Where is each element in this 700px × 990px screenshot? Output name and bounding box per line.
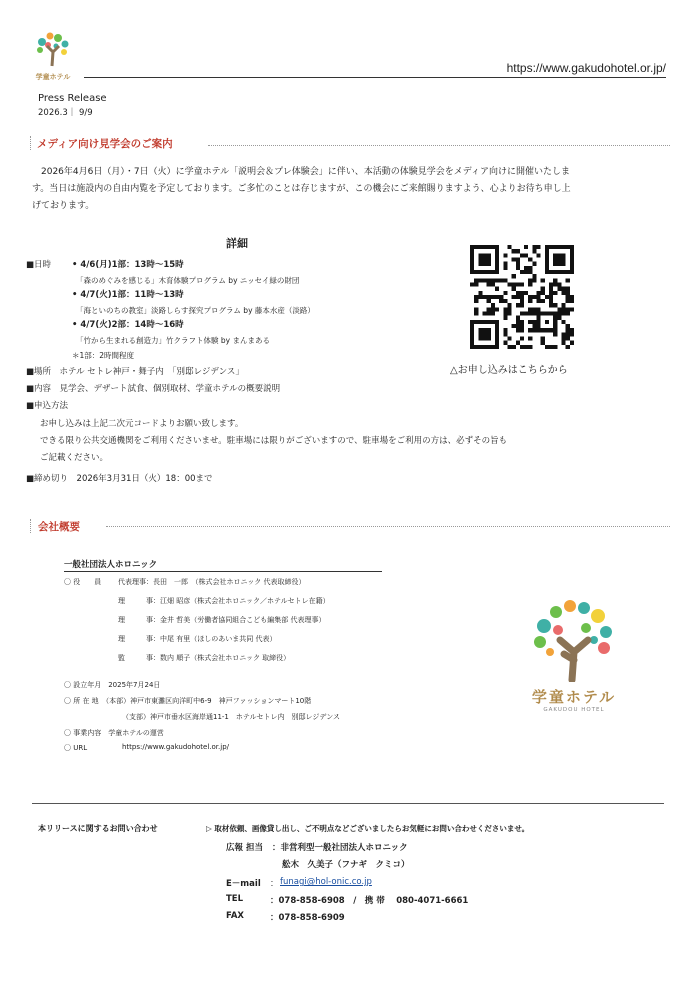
officer-row (118, 653, 330, 672)
intro-text (32, 164, 672, 215)
session-time: • 4/6(月)1部：13時～15時 (72, 260, 184, 270)
brand-logo-large (526, 596, 622, 716)
fax-label: FAX (226, 911, 244, 921)
section-title-media: メディア向け見学会のご案内 (37, 138, 173, 150)
deadline-line: ■締め切り 2026年3月31日（火）18：00まで (26, 474, 213, 484)
apply-line: ご記載ください。 (40, 453, 109, 463)
qr-caption: △お申し込みはこちらから (450, 365, 568, 376)
session-desc: 「竹から生まれる創造力」竹クラフト体験 by まんまある (76, 336, 270, 345)
content-line: ■内容 見学会、デザート試食、個別取材、学童ホテルの概要説明 (26, 384, 281, 394)
brand-logo (28, 28, 78, 80)
session-desc: 「森のめぐみを感じる」木育体験プログラム by ニッセイ緑の財団 (76, 276, 300, 285)
section-title-company: 会社概要 (38, 521, 80, 533)
contact-org: ：非営利型一般社団法人ホロニック (272, 843, 408, 853)
section-marker (30, 519, 32, 533)
logo-subtext: GAKUDOU HOTEL (543, 707, 605, 713)
email-label: E－mail (226, 879, 261, 889)
tel-label: TEL (226, 894, 244, 904)
contact-tel: ：078-858-6908 / 携 帯 080-4071-6661 (270, 896, 469, 906)
section-divider (208, 145, 670, 146)
email-colon: ： (270, 879, 279, 889)
session-desc: 「海といのちの教室」淡路しらす探究プログラム by 藤本水産（淡路） (76, 306, 315, 315)
session-note: ＊1部：2時間程度 (72, 351, 135, 360)
apply-label: ■申込方法 (26, 401, 69, 411)
intro-line: 2026年4月6日（月）・7日（火）に学童ホテル「説明会＆プレ体験会」に伴い、本活動の体験見学会をメディア向けに開催いたしま (41, 167, 571, 177)
tree-logo-icon (28, 28, 78, 68)
officer-row (118, 634, 330, 653)
officer-detail: ：金井 哲美（労働者協同組合こども編集部 代表理事） (153, 616, 326, 624)
contact-email[interactable]: funagi@hol-onic.co.jp (280, 877, 372, 887)
session-time: • 4/7(火)1部：11時～13時 (72, 290, 184, 300)
url-label: 〇 URL (64, 744, 88, 752)
apply-line: できる限り公共交通機関をご利用くださいませ。駐車場には限りがございますので、駐車場をご利用の方は、必ずその旨も (40, 436, 508, 446)
qr-code-icon[interactable] (470, 245, 574, 349)
place-line: ■場所 ホテル セトレ神戸・舞子内 「別邸レジデンス」 (26, 367, 244, 377)
officer-role: 理 事 (118, 635, 153, 643)
officer-detail: ：中尾 有里（ほしのあいま共同 代表） (153, 635, 277, 643)
officer-role: 監 事 (118, 654, 153, 662)
header-url[interactable]: https://www.gakudohotel.or.jp/ (506, 61, 666, 75)
header-rule (84, 77, 666, 78)
logo-text-large: 学童ホテル (531, 688, 617, 706)
sessions-list (72, 258, 315, 363)
officers-list (118, 577, 330, 672)
officers-label: 〇 役 員 (64, 578, 102, 586)
established-line: 〇 設立年月 2025年7月24日 (64, 681, 161, 689)
company-name: 一般社団法人ホロニック (64, 560, 158, 570)
officer-role: 理 事 (118, 597, 153, 605)
intro-line: げております。 (32, 201, 95, 211)
officer-row (118, 596, 330, 615)
company-url[interactable]: https://www.gakudohotel.or.jp/ (122, 743, 230, 751)
pr-person-label: 広報 担当 (226, 843, 263, 853)
officer-row (118, 577, 330, 596)
press-release-label: Press Release (38, 93, 107, 104)
business-line: 〇 事業内容 学童ホテルの運営 (64, 729, 164, 737)
apply-text (40, 416, 507, 467)
officer-detail: ：数内 順子（株式会社ホロニック 取締役） (153, 654, 291, 662)
contact-fax: ：078-858-6909 (270, 913, 345, 923)
apply-line: お申し込みは上記二次元コードよりお願い致します。 (40, 419, 244, 429)
contact-label: 本リリースに関するお問い合わせ (38, 824, 158, 833)
logo-text: 学童ホテル (35, 73, 71, 81)
details-heading: 詳細 (226, 237, 248, 250)
officer-role: 代表理事 (118, 578, 146, 586)
intro-line: す。当日は施設内の自由内覧を予定しております。ご多忙のことは存じますが、この機会にご来館賜りますよう、心よりお待ち申し上 (32, 184, 571, 194)
footer-rule (32, 803, 664, 804)
section-marker (30, 136, 32, 150)
date-label: ■日時 (26, 260, 52, 270)
contact-person: 舩木 久美子（フナギ クミコ） (282, 860, 410, 870)
session-time: • 4/7(火)2部：14時～16時 (72, 320, 184, 330)
address-line-1: 〇 所 在 地 （本部）神戸市東灘区向洋町中6-9 神戸ファッションマート10階 (64, 697, 312, 705)
officer-role: 理 事 (118, 616, 153, 624)
release-date: 2026.3｜ 9/9 (38, 108, 93, 118)
officer-row (118, 615, 330, 634)
officer-detail: ：江畑 昭彦（株式会社ホロニック／ホテルセトレ在籍） (153, 597, 330, 605)
tree-logo-icon (526, 596, 622, 682)
address-line-2: （支部）神戸市垂水区海岸通11-1 ホテルセトレ内 別邸レジデンス (122, 713, 341, 721)
qr-code[interactable] (470, 245, 574, 349)
section-divider (106, 526, 670, 527)
company-name-rule (64, 571, 382, 572)
contact-lead: ▷ 取材依頼、画像貸し出し、ご不明点などございましたらお気軽にお問い合わせくださいませ。 (206, 824, 530, 833)
officer-detail: ：長田 一郎 （株式会社ホロニック 代表取締役） (146, 578, 306, 586)
